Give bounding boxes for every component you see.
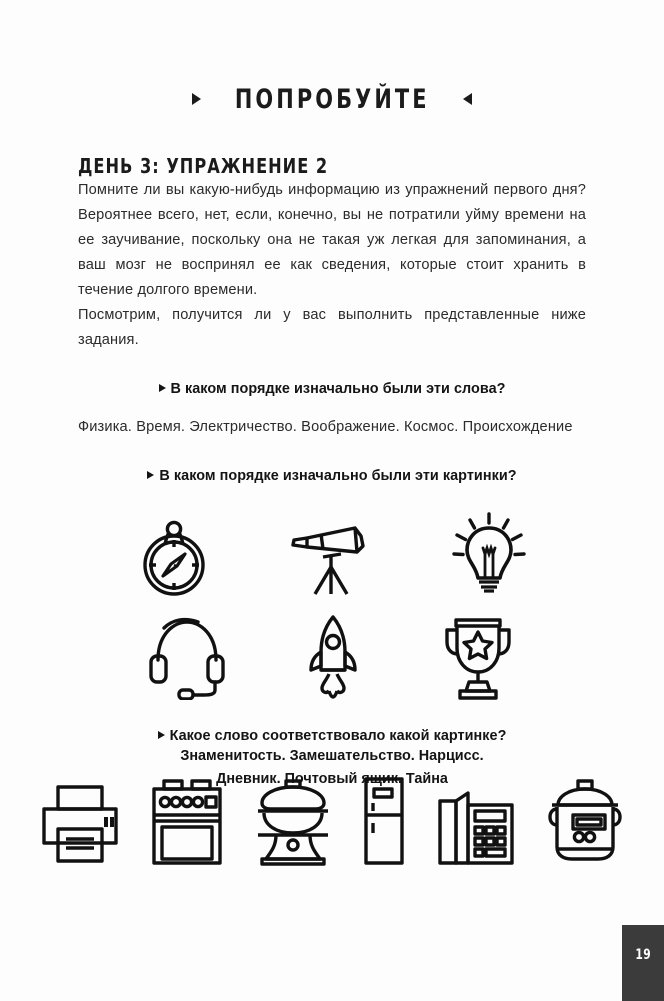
refrigerator-icon	[360, 775, 408, 867]
task-3-question-text: Какое слово соответствовало какой картинке?	[169, 728, 507, 744]
task-1-word-list: Физика. Время. Электричество. Воображение. Космос. Происхождение	[78, 419, 573, 435]
headset-icon	[146, 616, 228, 700]
page-title: ПОПРОБУЙТЕ	[234, 83, 430, 115]
page-content	[78, 0, 586, 790]
desk-phone-icon	[434, 789, 518, 867]
task-3-icon-row	[0, 775, 664, 867]
task-2-icon-row-1	[78, 510, 586, 600]
food-steamer-icon	[252, 775, 334, 867]
task-2-icon-row-2	[78, 614, 586, 700]
task-3-word-line-1: Знаменитость. Замешательство. Нарцисс.	[180, 748, 484, 764]
rocket-icon	[300, 614, 366, 700]
task-3-question	[78, 728, 586, 744]
multicooker-icon	[544, 777, 626, 867]
intro-paragraph: Помните ли вы какую-нибудь информацию из упражнений первого дня? Вероятнее всего, нет, если, конечно, вы не потратили уйму времени на ее заучивание, поскольку она не такая уж легкая для запоминания, а ваш мозг не воспринял ее как сведения, которые стоит хранить в течение долгого времени.	[78, 182, 586, 298]
telescope-icon	[285, 512, 377, 600]
bullet-triangle-icon	[159, 384, 166, 392]
bullet-triangle-icon	[147, 471, 154, 479]
task-1-question-text: В каком порядке изначально были эти слова?	[170, 381, 506, 397]
page-number-badge	[622, 925, 664, 1001]
trophy-icon	[438, 616, 518, 700]
task-2-question	[78, 468, 586, 484]
printer-icon	[38, 781, 122, 867]
task-3-word-line-2: Дневник. Почтовый ящик. Тайна	[216, 771, 448, 787]
triangle-right-icon	[192, 93, 201, 105]
bullet-triangle-icon	[158, 731, 165, 739]
page-number: 19	[635, 947, 651, 963]
compass-icon	[135, 512, 213, 600]
lightbulb-icon	[449, 510, 529, 600]
instruction-paragraph: Посмотрим, получится ли у вас выполнить представленные ниже задания.	[78, 307, 586, 348]
triangle-left-icon	[463, 93, 472, 105]
section-header	[78, 82, 586, 116]
gas-stove-icon	[148, 775, 226, 867]
task-2-question-text: В каком порядке изначально были эти картинки?	[159, 468, 517, 484]
task-1-question	[78, 381, 586, 397]
exercise-subheading: ДЕНЬ 3: УПРАЖНЕНИЕ 2	[78, 154, 329, 178]
